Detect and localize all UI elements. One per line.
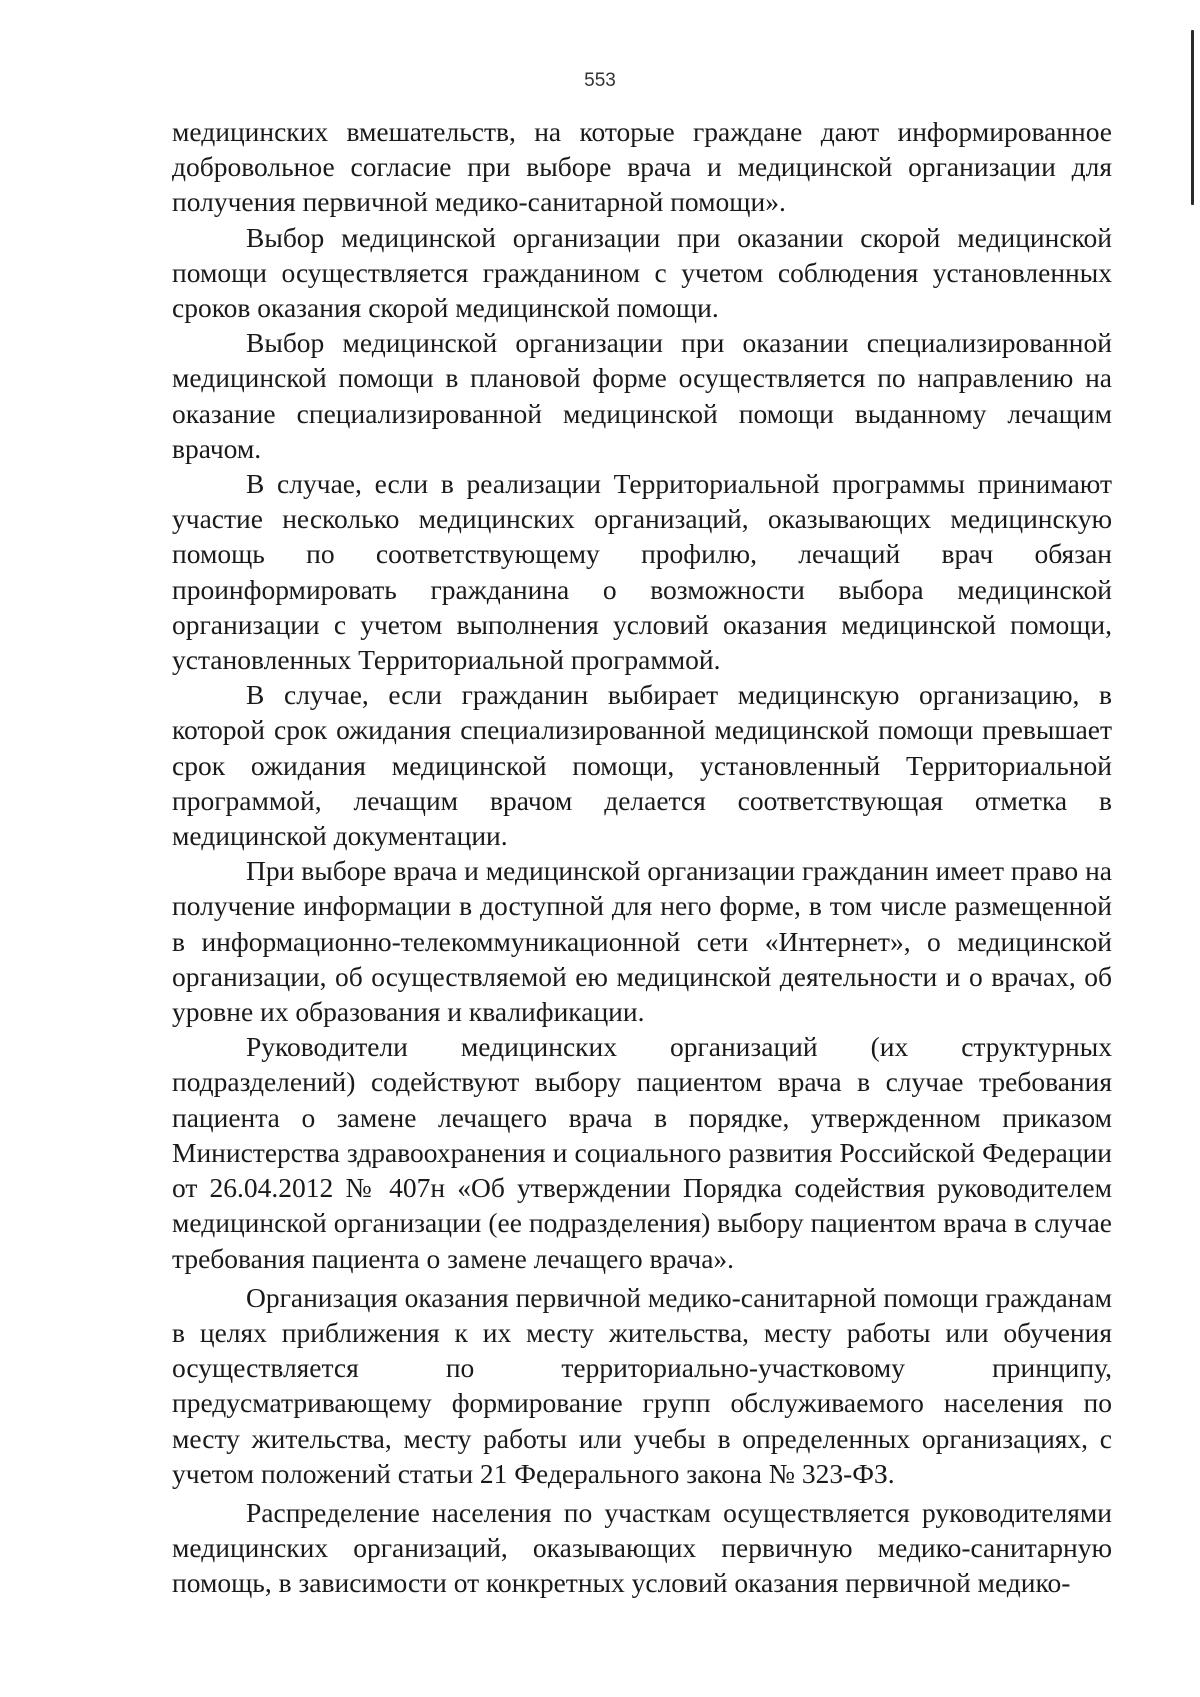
paragraph-multiple-organizations: В случае, если в реализации Территориальной программы принимают участие несколько медицинских организаций, оказывающих медицинскую помощь по соответствующему профилю, лечащий врач обязан проинформировать гражданина о возможности выбора медицинской организации с учетом выполнения условий оказания медицинской помощи, установленных Территориальной программой. xyxy=(172,468,1112,676)
paragraph-specialized-choice: Выбор медицинской организации при оказании специализированной медицинской помощи в плановой форме осуществляется по направлению на оказание специализированной медицинской помощи выданному лечащим врачом. xyxy=(172,327,1112,464)
paragraph-population-distribution: Распределение населения по участкам осуществляется руководителями медицинских организаций, оказывающих первичную медико-санитарную помощь, в зависимости от конкретных условий оказания первичной медико- xyxy=(172,1496,1112,1599)
paragraph-information-right: При выборе врача и медицинской организации гражданин имеет право на получение информации в доступной для него форме, в том числе размещенной в информационно-телекоммуникационной сети «Интернет», о медицинской организации, об осуществляемой ею медицинской деятельности и о врачах, об уровне их образования и квалификации. xyxy=(172,855,1112,1028)
page-number: 553 xyxy=(584,70,616,91)
paragraph-waiting-time: В случае, если гражданин выбирает медицинскую организацию, в которой срок ожидания специализированной медицинской помощи превышает срок ожидания медицинской помощи, установленный Территориальной программой, лечащим врачом делается соответствующая отметка в медицинской документации. xyxy=(172,679,1112,852)
paragraph-continuation: медицинских вмешательств, на которые граждане дают информированное добровольное согласие при выборе врача и медицинской организации для получения первичной медико-санитарной помощи». xyxy=(172,116,1112,218)
document-body xyxy=(172,114,1112,1601)
paragraph-ambulance-choice: Выбор медицинской организации при оказании скорой медицинской помощи осуществляется гражданином с учетом соблюдения установленных сроков оказания скорой медицинской помощи. xyxy=(172,221,1112,324)
scan-edge-mark xyxy=(1191,30,1194,205)
paragraph-territorial-principle: Организация оказания первичной медико-санитарной помощи гражданам в целях приближения к их месту жительства, месту работы или обучения осуществляется по территориально-участковому принципу, предусматривающему формирование групп обслуживаемого населения по месту жительства, месту работы или учебы в определенных организациях, с учетом положений статьи 21 Федерального закона № 323-ФЗ. xyxy=(172,1281,1112,1489)
paragraph-heads-assistance: Руководители медицинских организаций (их структурных подразделений) содействуют выбору пациентом врача в случае требования пациента о замене лечащего врача в порядке, утвержденном приказом Министерства здравоохранения и социального развития Российской Федерации от 26.04.2012 № 407н «Об утверждении Порядка содействия руководителем медицинской организации (ее подразделения) выбору пациентом врача в случае требования пациента о замене лечащего врача». xyxy=(172,1031,1112,1274)
